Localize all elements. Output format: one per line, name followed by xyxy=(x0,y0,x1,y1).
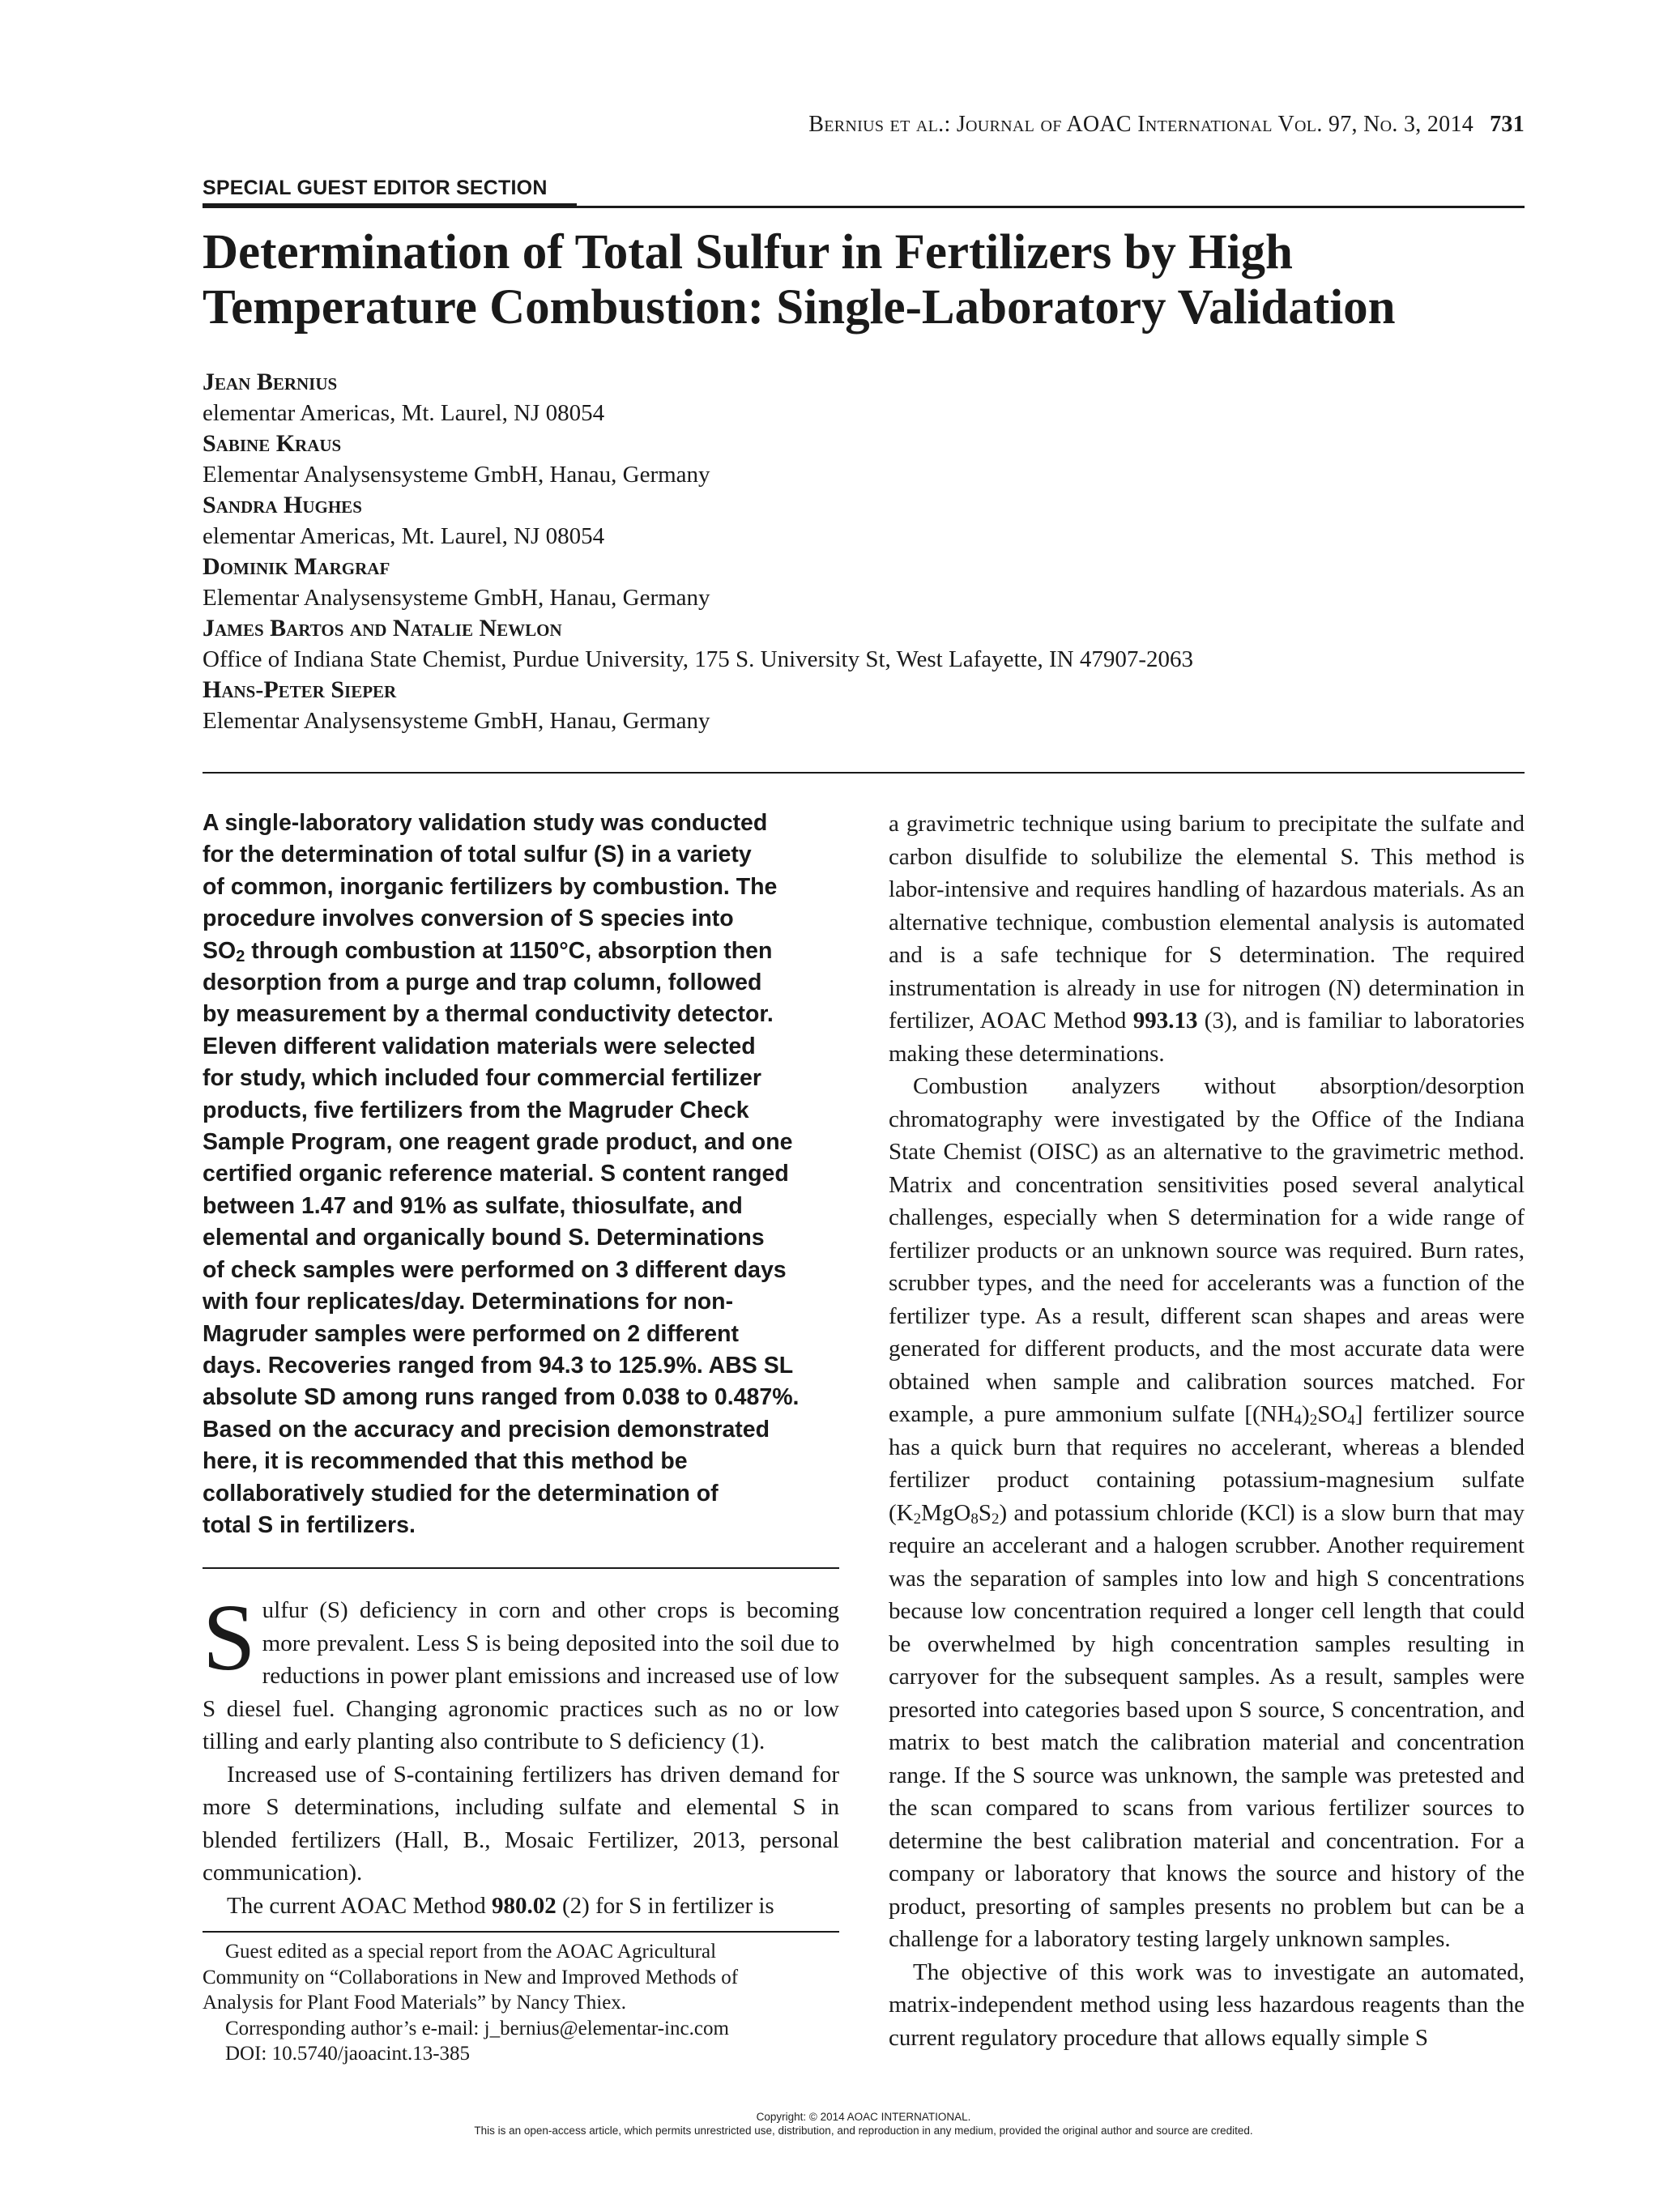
abstract-text: SO xyxy=(203,937,237,964)
body-text: S xyxy=(978,1499,992,1526)
body-text: ] fertilizer source has a quick burn that requires no accelerant, whereas a blended fertilizer product containing potassium-magnesium sulfate (K xyxy=(889,1401,1525,1526)
body-text: SO xyxy=(1317,1401,1348,1427)
abstract-line: of check samples were performed on 3 different days xyxy=(203,1256,787,1283)
copyright-line: Copyright: © 2014 AOAC INTERNATIONAL. xyxy=(756,2111,971,2123)
body-text: MgO xyxy=(921,1499,971,1526)
body-text: a gravimetric technique using barium to precipitate the sulfate and carbon disulfide to solubilize the elemental S. This method is labor-intensive and requires handling of hazardous materials. As an alternative technique, combustion elemental analysis is automated and is a safe technique for S determination. The required instrumentation is already in use for nitrogen (N) determination in fertilizer, AOAC Method xyxy=(889,811,1525,1034)
doi: DOI: 10.5740/jaoacint.13-385 xyxy=(225,2043,471,2065)
abstract-line: Based on the accuracy and precision demonstrated xyxy=(203,1416,770,1443)
abstract-text: through combustion at 1150°C, absorption then xyxy=(245,937,773,964)
drop-cap: S xyxy=(203,1584,256,1690)
abstract-line: Sample Program, one reagent grade product, and one xyxy=(203,1129,793,1156)
subscript: 4 xyxy=(1294,1412,1303,1429)
method-number: 993.13 xyxy=(1132,1008,1198,1034)
abstract-line: desorption from a purge and trap column, followed xyxy=(203,970,762,996)
body-text: ) and potassium chloride (KCl) is a slow burn that may require an accelerant and a halogen scrubber. Another requirement was the separation of samples into low and high S concentrations because low concentration required a longer cell length that could be overwhelmed by high concentration samples resulting in carryover for the subsequent samples. As a result, samples were presorted into categories based upon S source, S concentration, and matrix to best match the calibration material and concentration range. If the S source was unknown, the sample was pretested and the scan compared to scans from various fertilizer sources to determine the best calibration material and concentration. For a company or laboratory that knows the source and history of the product, presorting of samples presents no problem but can be a challenge for a laboratory testing largely unknown samples. xyxy=(889,1499,1525,1952)
article-title xyxy=(203,225,1531,335)
author-name: James Bartos and Natalie Newlon xyxy=(203,615,562,641)
abstract-line: Magruder samples were performed on 2 different xyxy=(203,1320,739,1347)
corresponding-email: Corresponding author’s e-mail: j_bernius@elementar-inc.com xyxy=(225,2017,729,2039)
footnote-line: Analysis for Plant Food Materials” by Nancy Thiex. xyxy=(203,1992,627,2014)
body-paragraph xyxy=(889,1070,1525,1956)
body-column-left xyxy=(203,1584,839,1922)
author-name: Sandra Hughes xyxy=(203,492,362,518)
license-line: This is an open-access article, which permits unrestricted use, distribution, and reproduction in any medium, provided the original author and source are credited. xyxy=(474,2125,1253,2137)
abstract-line: for the determination of total sulfur (S) in a variety xyxy=(203,842,752,868)
subscript: 2 xyxy=(991,1510,1000,1528)
body-text: ) xyxy=(1302,1401,1310,1427)
author-name: Jean Bernius xyxy=(203,369,338,395)
author-name: Dominik Margraf xyxy=(203,553,390,580)
author-affiliation: elementar Americas, Mt. Laurel, NJ 08054 xyxy=(203,400,605,426)
abstract-line: total S in fertilizers. xyxy=(203,1511,416,1538)
section-label: SPECIAL GUEST EDITOR SECTION xyxy=(203,177,548,199)
author-affiliation: Elementar Analysensysteme GmbH, Hanau, Germany xyxy=(203,708,710,734)
author-list xyxy=(203,367,1531,736)
abstract-line: days. Recoveries ranged from 94.3 to 125.9%. ABS SL xyxy=(203,1352,794,1379)
title-line-1: Determination of Total Sulfur in Fertilizers by High xyxy=(203,225,1293,279)
author-name: Sabine Kraus xyxy=(203,430,342,457)
subscript: 4 xyxy=(1347,1412,1355,1429)
abstract-line: certified organic reference material. S content ranged xyxy=(203,1161,789,1187)
copyright-notice xyxy=(203,2110,1525,2137)
author-affiliation: Office of Indiana State Chemist, Purdue University, 175 S. University St, West Lafayette, IN 47907-2063 xyxy=(203,646,1193,672)
abstract-line: collaboratively studied for the determination of xyxy=(203,1480,719,1507)
abstract-line: absolute SD among runs ranged from 0.038 to 0.487%. xyxy=(203,1384,800,1411)
body-paragraph: The objective of this work was to investigate an automated, matrix-independent method using less hazardous reagents than the current regulatory procedure that allows equally simple S xyxy=(889,1958,1525,2051)
body-paragraph: Increased use of S-containing fertilizers has driven demand for more S determinations, including sulfate and elemental S in blended fertilizers (Hall, B., Mosaic Fertilizer, 2013, personal communication). xyxy=(203,1761,839,1886)
abstract-line: of common, inorganic fertilizers by combustion. The xyxy=(203,873,778,900)
abstract-line: with four replicates/day. Determinations for non- xyxy=(203,1289,734,1315)
body-text: ulfur (S) deficiency in corn and other crops is becoming more prevalent. Less S is being deposited into the soil due to reductions in power plant emissions and increased use of low S diesel fuel. Changing agronomic practices such as no or low tilling and early planting also contribute to S deficiency (1). xyxy=(203,1597,839,1754)
author-affiliation: elementar Americas, Mt. Laurel, NJ 08054 xyxy=(203,523,605,549)
body-text: (2) for S in fertilizer is xyxy=(556,1892,774,1919)
title-line-2: Temperature Combustion: Single-Laboratory Validation xyxy=(203,280,1396,335)
abstract-line: for study, which included four commercial fertilizer xyxy=(203,1065,761,1092)
subscript: 2 xyxy=(1309,1412,1318,1429)
abstract-line: by measurement by a thermal conductivity detector. xyxy=(203,1001,774,1028)
abstract xyxy=(203,808,842,1541)
running-head-citation: Bernius et al.: Journal of AOAC International Vol. 97, No. 3, 2014 xyxy=(808,112,1474,137)
author-affiliation: Elementar Analysensysteme GmbH, Hanau, Germany xyxy=(203,462,710,488)
abstract-line: elemental and organically bound S. Determinations xyxy=(203,1225,765,1251)
abstract-divider xyxy=(203,1567,839,1569)
footnote-line: Guest edited as a special report from the AOAC Agricultural xyxy=(225,1941,717,1963)
author-name: Hans-Peter Sieper xyxy=(203,676,397,703)
page-number: 731 xyxy=(1490,112,1525,137)
body-paragraph xyxy=(203,1890,839,1923)
body-paragraph xyxy=(889,808,1525,1070)
running-head xyxy=(203,112,1525,138)
abstract-line: products, five fertilizers from the Magruder Check xyxy=(203,1097,749,1123)
body-column-right xyxy=(889,808,1525,2054)
footnote-line: Community on “Collaborations in New and Improved Methods of xyxy=(203,1966,739,1988)
subscript: 8 xyxy=(970,1510,979,1528)
footnote xyxy=(203,1939,839,2067)
body-paragraph xyxy=(203,1584,839,1758)
author-affiliation: Elementar Analysensysteme GmbH, Hanau, Germany xyxy=(203,585,710,611)
body-text: (3), and is familiar to laboratories making these determinations. xyxy=(889,1008,1525,1067)
body-text: The current AOAC Method xyxy=(227,1892,492,1919)
abstract-line xyxy=(203,936,842,967)
abstract-line: Eleven different validation materials were selected xyxy=(203,1033,756,1059)
abstract-line: A single-laboratory validation study was conducted xyxy=(203,810,768,836)
footnote-divider xyxy=(203,1931,839,1933)
body-text: Combustion analyzers without absorption/desorption chromatography were investigated by the Office of the Indiana State Chemist (OISC) as an alternative to the gravimetric method. Matrix and concentration sensitivities posed several analytical challenges, especially when S determination for a wide range of fertilizer products or an unknown source was required. Burn rates, scrubber types, and the need for accelerants was a function of the fertilizer type. As a result, different scan shapes and areas were generated for different products, and the most accurate data were obtained when sample and calibration sources matched. For example, a pure ammonium sulfate [(NH xyxy=(889,1073,1525,1427)
abstract-line: procedure involves conversion of S species into xyxy=(203,906,734,932)
subscript: 2 xyxy=(913,1510,922,1528)
authors-divider xyxy=(203,772,1525,774)
abstract-line: between 1.47 and 91% as sulfate, thiosulfate, and xyxy=(203,1192,743,1219)
abstract-line: here, it is recommended that this method be xyxy=(203,1448,688,1475)
section-label-underline xyxy=(203,203,577,208)
method-number: 980.02 xyxy=(492,1892,557,1919)
subscript: 2 xyxy=(236,947,245,965)
